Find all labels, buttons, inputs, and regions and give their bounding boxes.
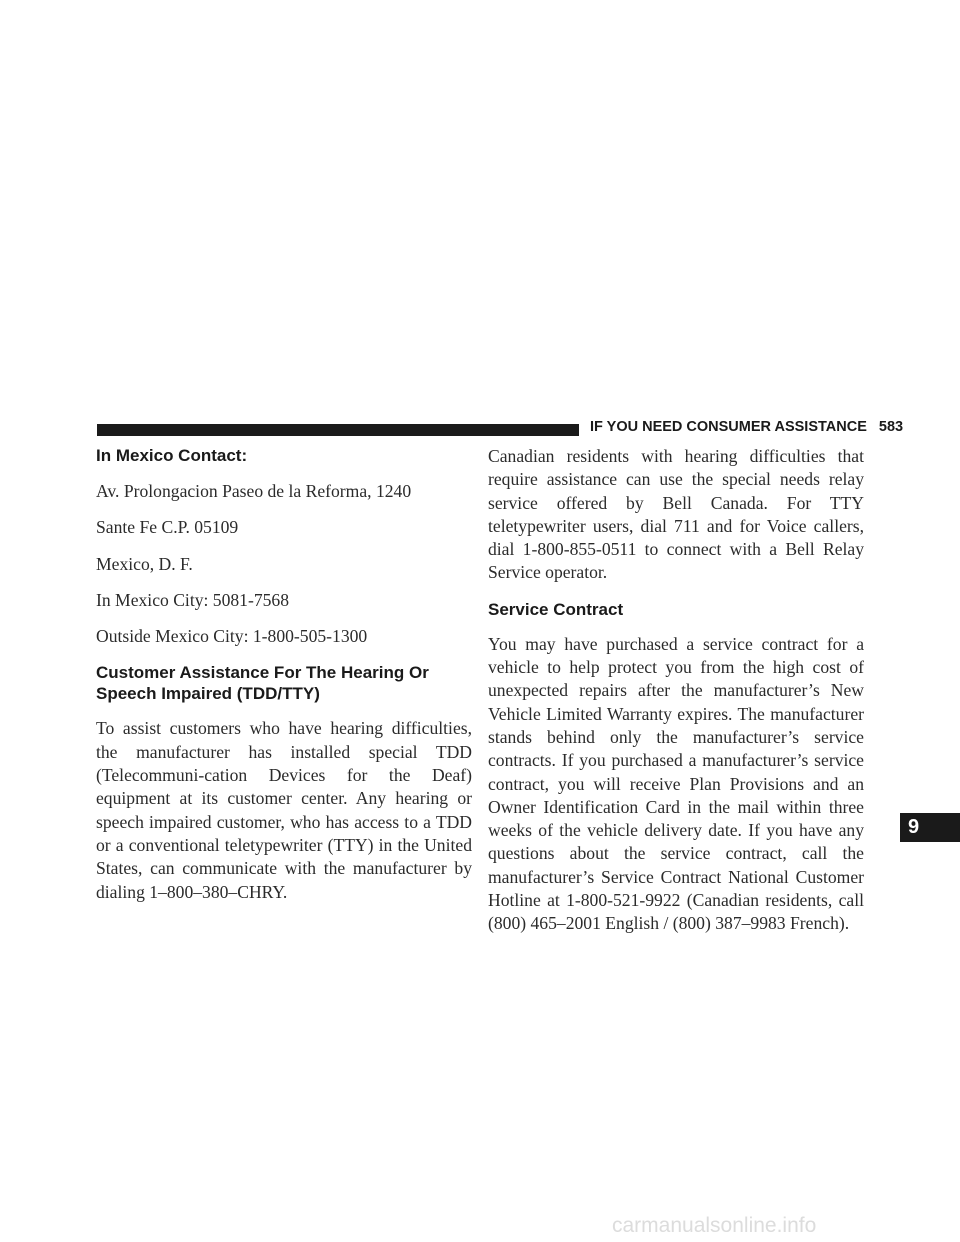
address-line-street: Av. Prolongacion Paseo de la Reforma, 1240 (96, 481, 412, 501)
address-line-postal: Sante Fe C.P. 05109 (96, 517, 239, 538)
chapter-number: 9 (908, 816, 920, 838)
mexico-city-phone: In Mexico City: 5081-7568 (96, 589, 290, 610)
tdd-paragraph: To assist customers who have hearing difficulties, the manufacturer has installed special TDD (Telecommuni-cation Devices for the Deaf) equipment at its customer center. Any hearing or speech impaired customer, who has access to a TDD or a conventional teletypewriter (TTY) in the United States, can communicate with the manufacturer by dialing 1–800–380–CHRY. (96, 718, 472, 902)
page-number: 583 (878, 419, 904, 435)
service-contract-paragraph: You may have purchased a service contract for a vehicle to help protect you from the high cost of unexpected repairs after the manufacturer’s New Vehicle Limited Warranty expires. The manufacturer stands behind only the manufacturer’s service contracts. If you purchased a manufacturer’s service contract, you will receive Plan Provisions and an Owner Identification Card in the mail within three weeks of the vehicle delivery date. If you have any questions about the service contract, call the manufacturer’s Service Contract National Customer Hotline at 1-800-521-9922 (Canadian residents, call (800) 465–2001 English / (800) 387–9983 French). (488, 633, 864, 934)
outside-mexico-city-phone: Outside Mexico City: 1-800-505-1300 (96, 626, 368, 647)
service-contract-heading: Service Contract (488, 599, 624, 619)
section-title: IF YOU NEED CONSUMER ASSISTANCE (590, 419, 867, 435)
running-header (590, 419, 903, 435)
tdd-tty-heading: Customer Assistance For The Hearing Or Speech Impaired (TDD/TTY) (96, 663, 429, 704)
watermark: carmanualsonline.info (612, 1214, 817, 1237)
header-rule (97, 424, 579, 436)
address-line-city: Mexico, D. F. (96, 553, 193, 574)
chapter-tab (900, 813, 960, 842)
right-column (488, 445, 864, 936)
mexico-contact-heading: In Mexico Contact: (96, 446, 248, 465)
left-column (96, 445, 472, 904)
canada-relay-paragraph: Canadian residents with hearing difficulties that require assistance can use the special needs relay service offered by Bell Canada. For TTY teletypewriter users, dial 711 and for Voice callers, dial 1-800-855-0511 to connect with a Bell Relay Service operator. (488, 446, 864, 583)
